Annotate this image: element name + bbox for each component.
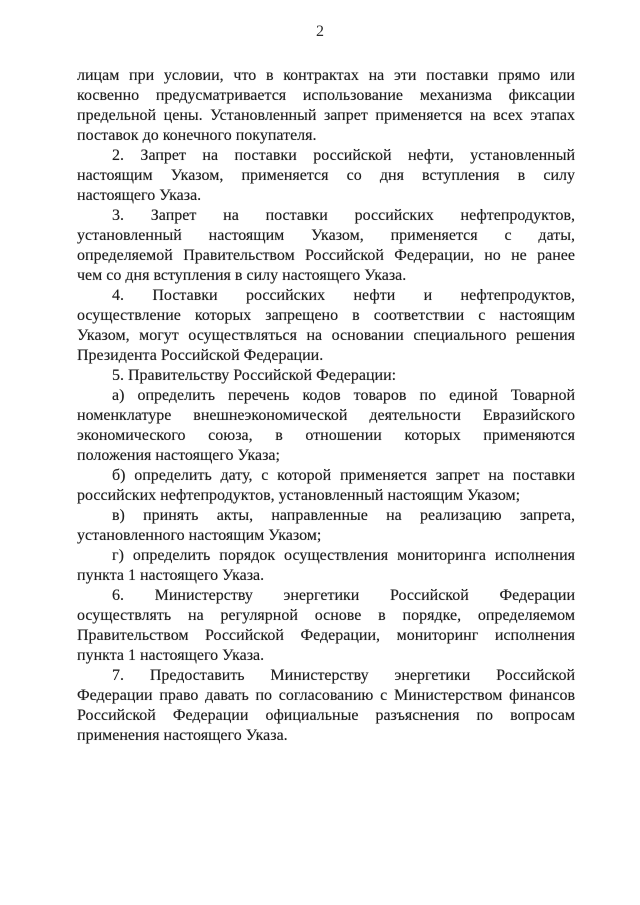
paragraph <box>77 466 575 506</box>
text-line: 3. Запрет на поставки российских нефтепродуктов, <box>112 207 575 224</box>
text-line: установленный настоящим Указом, применяется с даты, <box>77 227 575 244</box>
text-line: осуществлять на регулярной основе в порядке, определяемом <box>77 607 575 624</box>
paragraph <box>77 366 575 386</box>
paragraph <box>77 546 575 586</box>
text-line: г) определить порядок осуществления мониторинга исполнения <box>112 547 575 564</box>
text-line: поставок до конечного покупателя. <box>77 127 317 144</box>
paragraph <box>77 206 575 286</box>
paragraph <box>77 66 575 146</box>
document-body <box>77 66 575 746</box>
text-line: экономического союза, в отношении которых применяются <box>77 427 575 444</box>
text-line: определяемой Правительством Российской Федерации, но не ранее <box>77 247 575 264</box>
text-line: российских нефтепродуктов, установленный настоящим Указом; <box>77 487 521 504</box>
text-line: настоящим Указом, применяется со дня вступления в силу <box>77 167 575 184</box>
text-line: в) принять акты, направленные на реализацию запрета, <box>112 507 575 524</box>
paragraph <box>77 386 575 466</box>
paragraph <box>77 506 575 546</box>
text-line: чем со дня вступления в силу настоящего Указа. <box>77 267 407 284</box>
text-line: а) определить перечень кодов товаров по единой Товарной <box>112 387 575 404</box>
text-line: Российской Федерации официальные разъяснения по вопросам <box>77 707 575 724</box>
text-line: номенклатуре внешнеэкономической деятельности Евразийского <box>77 407 575 424</box>
paragraph <box>77 146 575 206</box>
page-number: 2 <box>316 23 324 40</box>
text-line: осуществление которых запрещено в соответствии с настоящим <box>77 307 575 324</box>
text-line: применения настоящего Указа. <box>77 727 288 744</box>
text-line: установленного настоящим Указом; <box>77 527 322 544</box>
text-line: положения настоящего Указа; <box>77 447 280 464</box>
text-line: Указом, могут осуществляться на основании специального решения <box>77 327 575 344</box>
text-line: настоящего Указа. <box>77 187 202 204</box>
text-line: пункта 1 настоящего Указа. <box>77 647 265 664</box>
text-line: лицам при условии, что в контрактах на эти поставки прямо или <box>77 67 575 84</box>
paragraph <box>77 666 575 746</box>
text-line: пункта 1 настоящего Указа. <box>77 567 265 584</box>
text-line: Президента Российской Федерации. <box>77 347 324 364</box>
text-line: косвенно предусматривается использование механизма фиксации <box>77 87 575 104</box>
text-line: б) определить дату, с которой применяется запрет на поставки <box>112 467 575 484</box>
text-line: 2. Запрет на поставки российской нефти, установленный <box>112 147 575 164</box>
text-line: 5. Правительству Российской Федерации: <box>112 367 397 384</box>
paragraph <box>77 286 575 366</box>
paragraph <box>77 586 575 666</box>
text-line: Правительством Российской Федерации, мониторинг исполнения <box>77 627 575 644</box>
text-line: Федерации право давать по согласованию с Министерством финансов <box>77 687 575 704</box>
text-line: предельной цены. Установленный запрет применяется на всех этапах <box>77 107 575 124</box>
text-line: 7. Предоставить Министерству энергетики Российской <box>112 667 575 684</box>
text-line: 6. Министерству энергетики Российской Федерации <box>112 587 575 604</box>
text-line: 4. Поставки российских нефти и нефтепродуктов, <box>112 287 575 304</box>
